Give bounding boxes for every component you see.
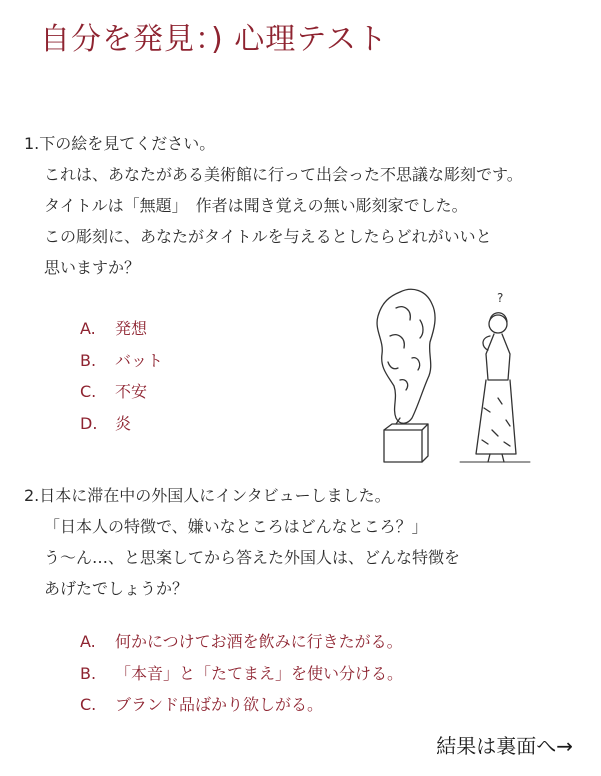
question-1-line: これは、あなたがある美術館に行って出会った不思議な彫刻です。: [44, 165, 523, 184]
question-text: 下の絵を見てください。: [39, 134, 216, 153]
option-a: [80, 626, 403, 658]
next-page-note: 結果は裏面へ→: [436, 734, 573, 758]
question-1: [24, 128, 523, 283]
option-text: 「本音」と「たてまえ」を使い分ける。: [115, 663, 404, 683]
option-text: 発想: [115, 319, 148, 338]
sculpture-illustration: [360, 280, 535, 474]
question-2-line: 「日本人の特徴で、嫌いなところはどんなところ？」: [44, 517, 428, 536]
option-letter: D.: [80, 413, 98, 433]
question-number: 1.: [24, 134, 40, 153]
option-text: 不安: [115, 382, 148, 401]
option-text: 炎: [115, 413, 132, 433]
option-text: ブランド品ばかり欲しがる。: [115, 695, 324, 714]
question-2-line: う〜ん…、と思案してから答えた外国人は、どんな特徴を: [44, 548, 461, 567]
question-2-line: あげたでしょうか？: [44, 579, 189, 598]
question-2-options: [80, 626, 403, 721]
option-letter: B.: [80, 663, 97, 683]
question-1-line: この彫刻に、あなたがタイトルを与えるとしたらどれがいいと: [44, 227, 492, 246]
option-d: [80, 408, 163, 440]
page-title: 自分を発見：) 心理テスト: [40, 22, 389, 57]
question-2: [24, 480, 460, 604]
question-number: 2.: [24, 486, 40, 505]
option-c: [80, 376, 163, 408]
option-letter: B.: [80, 350, 97, 370]
sculpture-and-woman-drawing: [360, 280, 535, 470]
question-2-line: [24, 480, 460, 511]
option-text: 何かにつけてお酒を飲みに行きたがる。: [115, 632, 403, 651]
option-letter: A.: [80, 319, 96, 338]
option-letter: A.: [80, 632, 96, 651]
option-b: [80, 658, 403, 690]
question-1-options: [80, 313, 163, 439]
question-1-line: 思いますか？: [44, 258, 141, 277]
option-letter: C.: [80, 382, 97, 401]
question-1-line: タイトルは「無題」 作者は聞き覚えの無い彫刻家でした。: [44, 196, 468, 215]
option-b: [80, 345, 163, 377]
question-mark: ?: [497, 291, 504, 305]
option-a: [80, 313, 163, 345]
option-text: バット: [115, 350, 164, 370]
option-c: [80, 689, 403, 721]
option-letter: C.: [80, 695, 97, 714]
question-text: 日本に滞在中の外国人にインタビューしました。: [39, 486, 391, 505]
question-1-line: [24, 128, 523, 159]
